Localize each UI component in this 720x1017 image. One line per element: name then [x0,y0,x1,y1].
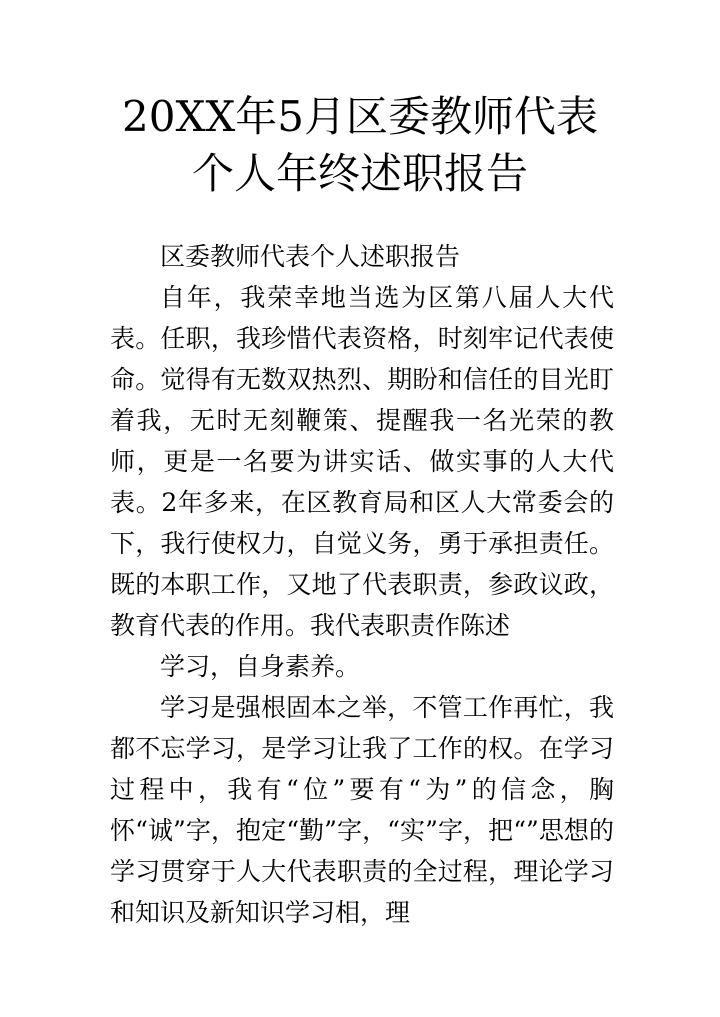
section-heading-paragraph: 学习，自身素养。 [160,652,361,681]
document-title [0,88,720,202]
body-paragraph: 学习是强根固本之举，不管工作再忙，我都不忘学习，是学习让我了工作的权。在学习过程中，我有“位”要有“为”的信念，胸怀“诚”字，抱定“勤”字，“实”字，把“”思想的学习贯穿于人大代表职责的全过程，理论学习和知识及新知识学习相，理 [110,693,614,927]
subtitle-paragraph: 区委教师代表个人述职报告 [160,242,461,271]
body-paragraph: 自年，我荣幸地当选为区第八届人大代表。任职，我珍惜代表资格，时刻牢记代表使命。觉得有无数双热烈、期盼和信任的目光盯着我，无时无刻鞭策、提醒我一名光荣的教师，更是一名要为讲实话、做实事的人大代表。2年多来，在区教育局和区人大常委会的下，我行使权力，自觉义务，勇于承担责任。既的本职工作，又地了代表职责，参政议政，教育代表的作用。我代表职责作陈述 [110,283,614,640]
title-line-1: 20XX年5月区委教师代表 [122,92,598,141]
title-line-2: 个人年终述职报告 [191,149,528,198]
document-body [110,236,614,933]
